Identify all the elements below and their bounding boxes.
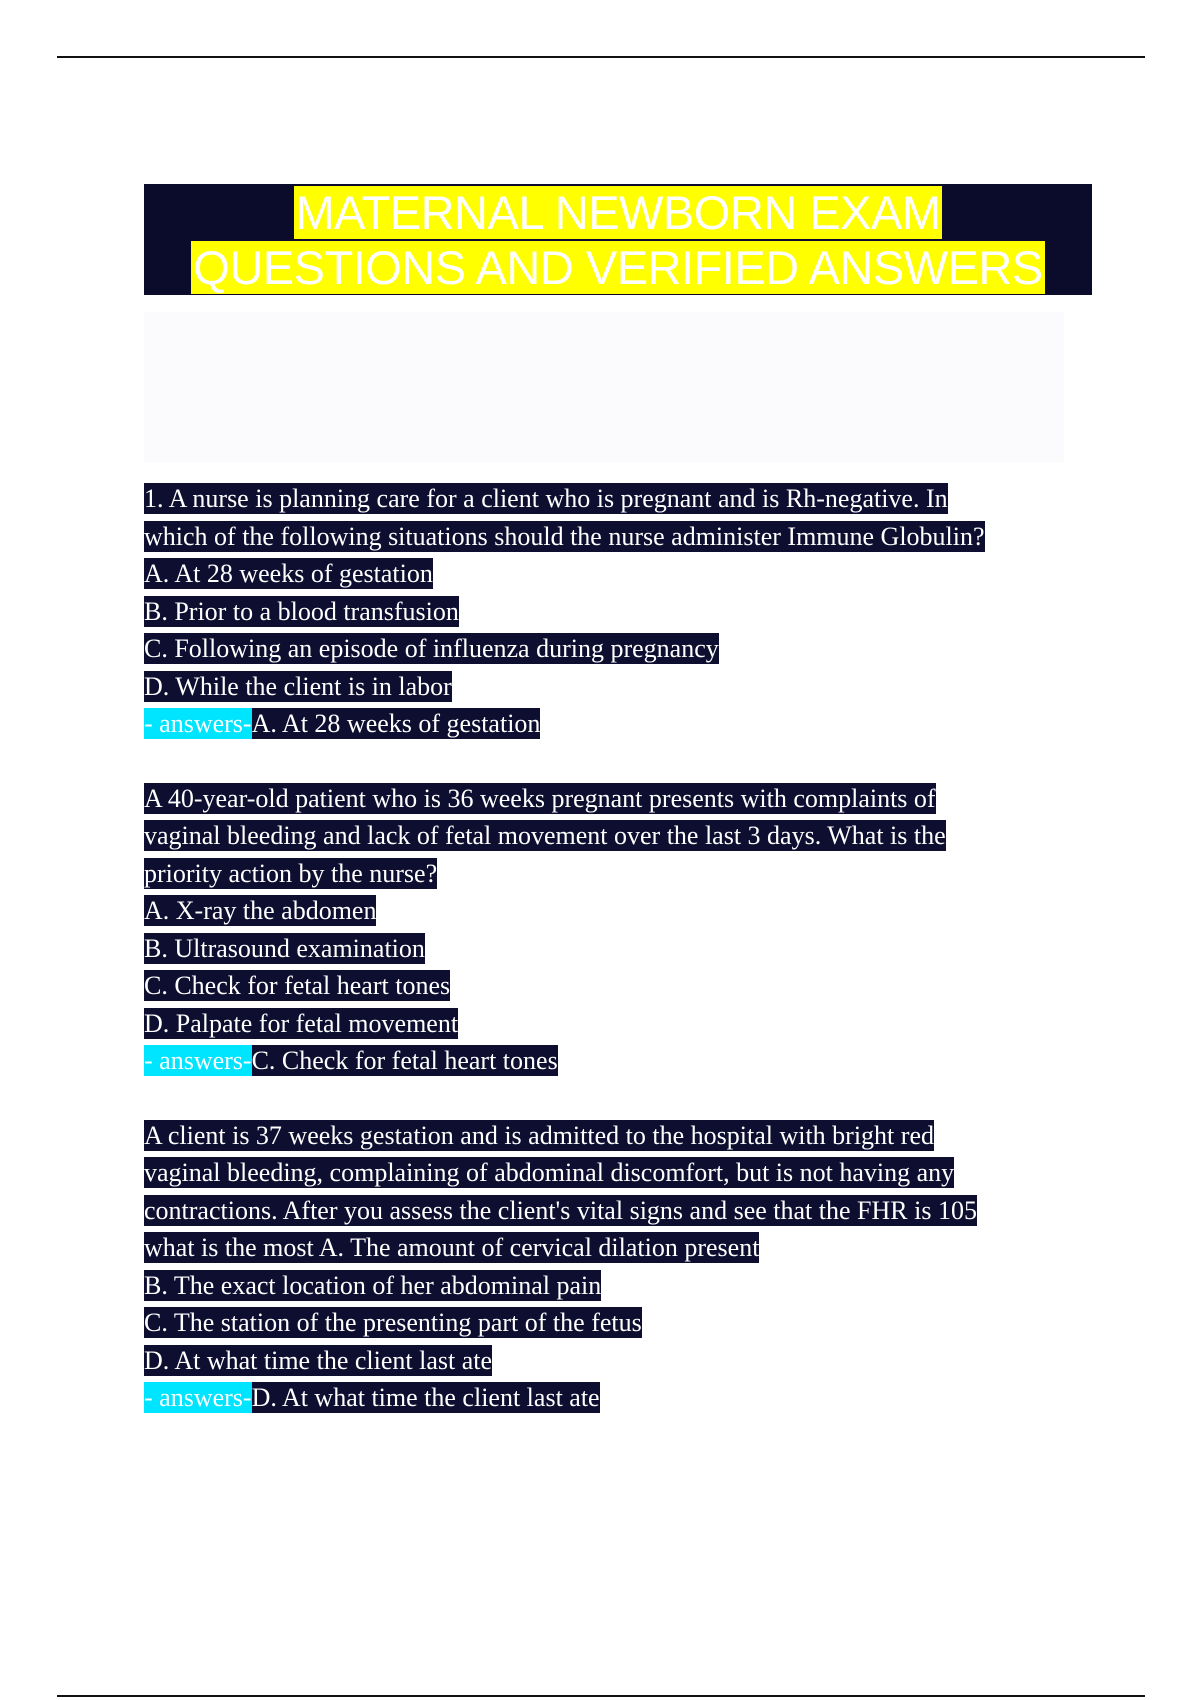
question-stem-line: A 40-year-old patient who is 36 weeks pregnant presents with complaints of bbox=[144, 783, 936, 813]
question-3 bbox=[144, 1117, 1064, 1417]
question-list bbox=[144, 480, 1064, 1454]
option-c: C. Following an episode of influenza during pregnancy bbox=[144, 634, 719, 663]
option-a: A. X-ray the abdomen bbox=[144, 896, 377, 925]
answer-label: - answers- bbox=[144, 1383, 252, 1412]
answer-text: D. At what time the client last ate bbox=[251, 1383, 600, 1412]
answer-line bbox=[144, 1042, 1064, 1080]
option-b: B. The exact location of her abdominal pain bbox=[144, 1270, 602, 1300]
answer-line bbox=[144, 705, 1064, 743]
option-b: B. Prior to a blood transfusion bbox=[144, 596, 459, 626]
question-stem-line: 1. A nurse is planning care for a client who is pregnant and is Rh-negative. In bbox=[144, 484, 948, 513]
bottom-rule bbox=[57, 1695, 1145, 1697]
question-stem-line: vaginal bleeding and lack of fetal movement over the last 3 days. What is the bbox=[144, 821, 946, 850]
top-rule bbox=[57, 56, 1145, 58]
option-c: C. The station of the presenting part of the fetus bbox=[144, 1308, 642, 1337]
option-d: D. At what time the client last ate bbox=[144, 1345, 493, 1375]
answer-label: - answers- bbox=[144, 709, 252, 738]
option-a: A. At 28 weeks of gestation bbox=[144, 559, 433, 588]
question-stem-line: vaginal bleeding, complaining of abdominal discomfort, but is not having any bbox=[144, 1158, 955, 1187]
question-stem-line: priority action by the nurse? bbox=[144, 858, 438, 888]
title-line-1: MATERNAL NEWBORN EXAM bbox=[295, 186, 941, 239]
blank-area bbox=[144, 312, 1064, 462]
document-title bbox=[144, 184, 1092, 295]
question-2 bbox=[144, 780, 1064, 1080]
question-stem-line: A client is 37 weeks gestation and is admitted to the hospital with bright red bbox=[144, 1120, 934, 1150]
question-stem-line: contractions. After you assess the client's vital signs and see that the FHR is 105 bbox=[144, 1195, 977, 1225]
option-b: B. Ultrasound examination bbox=[144, 933, 425, 963]
title-line-2: QUESTIONS AND VERIFIED ANSWERS bbox=[193, 241, 1043, 294]
answer-label: - answers- bbox=[144, 1046, 252, 1075]
answer-text: A. At 28 weeks of gestation bbox=[251, 709, 541, 738]
question-1 bbox=[144, 480, 1064, 743]
option-d: D. Palpate for fetal movement bbox=[144, 1008, 459, 1038]
question-stem-line: what is the most A. The amount of cervical dilation present bbox=[144, 1233, 760, 1262]
answer-text: C. Check for fetal heart tones bbox=[251, 1046, 558, 1075]
option-d: D. While the client is in labor bbox=[144, 671, 452, 701]
option-c: C. Check for fetal heart tones bbox=[144, 971, 451, 1000]
question-stem-line: which of the following situations should the nurse administer Immune Globulin? bbox=[144, 521, 985, 551]
answer-line bbox=[144, 1379, 1064, 1417]
